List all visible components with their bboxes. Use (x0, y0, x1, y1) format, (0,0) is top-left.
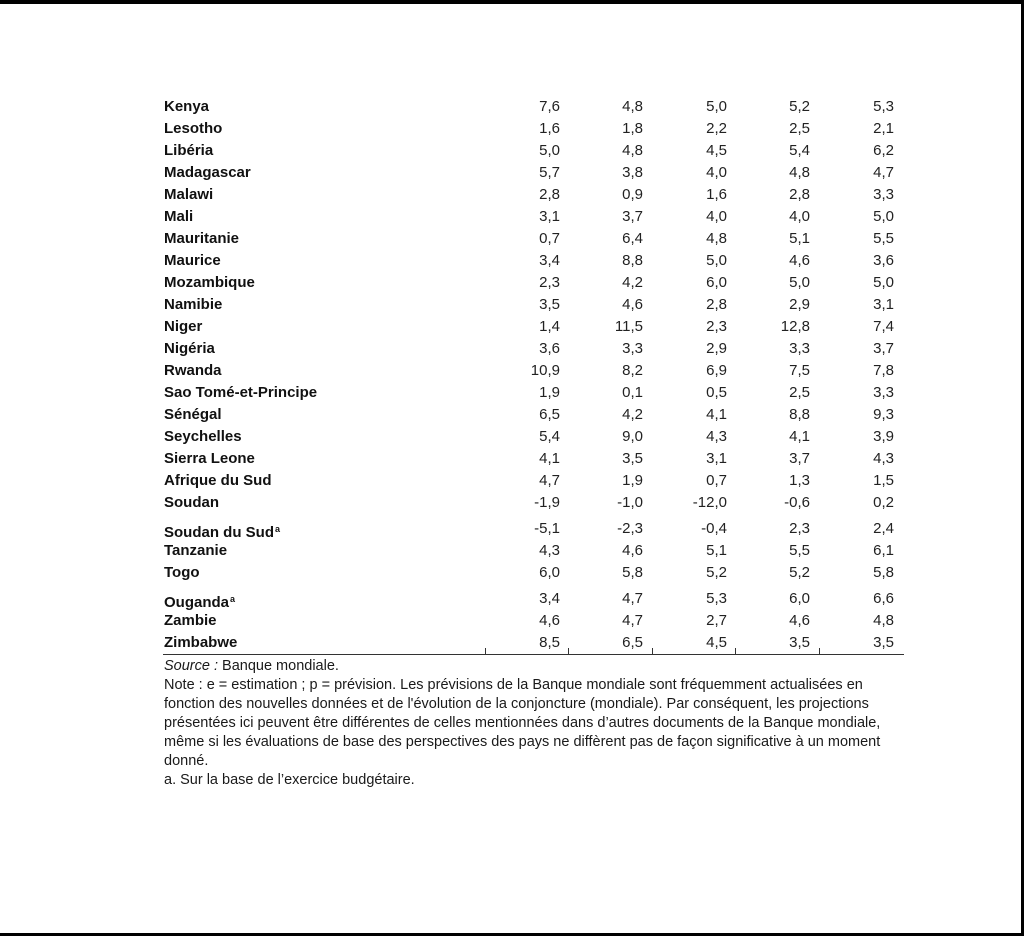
country-name: Rwanda (164, 362, 222, 379)
country-name: Seychelles (164, 428, 242, 445)
value-cell: 4,3 (539, 542, 560, 559)
value-cell: 5,3 (706, 590, 727, 607)
value-cell: 3,3 (873, 384, 894, 401)
value-cell: 5,7 (539, 164, 560, 181)
table-row (163, 338, 904, 360)
value-cell: 3,7 (622, 208, 643, 225)
value-cell: 3,1 (873, 296, 894, 313)
country-cell (164, 118, 222, 140)
source-label: Source : (164, 658, 218, 674)
value-cell: 2,2 (706, 120, 727, 137)
table-row (163, 228, 904, 250)
value-cell: -1,0 (617, 494, 643, 511)
value-cell: 2,5 (789, 384, 810, 401)
value-cell: 0,7 (539, 230, 560, 247)
country-cell (164, 338, 215, 360)
table-row (163, 540, 904, 562)
country-cell (164, 382, 317, 404)
table-row (163, 206, 904, 228)
value-cell: 4,6 (622, 542, 643, 559)
value-cell: 4,1 (789, 428, 810, 445)
value-cell: 5,1 (706, 542, 727, 559)
table-row (163, 426, 904, 448)
country-name: Libéria (164, 142, 214, 159)
value-cell: 3,5 (539, 296, 560, 313)
country-name: Nigéria (164, 340, 215, 357)
country-cell (164, 294, 222, 316)
value-cell: 8,8 (622, 252, 643, 269)
value-cell: 7,8 (873, 362, 894, 379)
value-cell: 3,6 (539, 340, 560, 357)
value-cell: 7,5 (789, 362, 810, 379)
value-cell: 5,0 (789, 274, 810, 291)
table-row (163, 562, 904, 584)
value-cell: 4,6 (789, 252, 810, 269)
value-cell: 0,2 (873, 494, 894, 511)
value-cell: 3,6 (873, 252, 894, 269)
value-cell: 4,8 (789, 164, 810, 181)
value-cell: 4,2 (622, 406, 643, 423)
country-name: Zambie (164, 612, 217, 629)
country-cell (164, 610, 217, 632)
country-cell (164, 184, 213, 206)
value-cell: 3,9 (873, 428, 894, 445)
country-cell (164, 162, 251, 184)
country-name: Sierra Leone (164, 450, 255, 467)
table-row (163, 448, 904, 470)
value-cell: 2,8 (789, 186, 810, 203)
value-cell: 2,3 (789, 520, 810, 537)
value-cell: 1,9 (539, 384, 560, 401)
value-cell: 5,0 (873, 274, 894, 291)
country-name: Afrique du Sud (164, 472, 272, 489)
value-cell: 1,9 (622, 472, 643, 489)
value-cell: 3,7 (789, 450, 810, 467)
value-cell: 4,0 (706, 164, 727, 181)
table-row (163, 316, 904, 338)
country-name: Malawi (164, 186, 214, 203)
country-cell (164, 272, 255, 294)
table-row (163, 514, 904, 540)
column-tick (735, 648, 736, 655)
country-name: Madagascar (164, 164, 251, 181)
table-row (163, 272, 904, 294)
footnote-marker: a (275, 524, 281, 534)
table-row (163, 584, 904, 610)
value-cell: 6,0 (706, 274, 727, 291)
value-cell: 4,6 (622, 296, 643, 313)
value-cell: 2,9 (706, 340, 727, 357)
value-cell: 9,0 (622, 428, 643, 445)
country-cell (164, 360, 222, 382)
table-row (163, 632, 904, 654)
country-name: Namibie (164, 296, 223, 313)
country-cell (164, 140, 213, 162)
country-name: Mauritanie (164, 230, 240, 247)
value-cell: 3,3 (622, 340, 643, 357)
country-name: Ouganda (164, 594, 230, 611)
value-cell: 3,3 (789, 340, 810, 357)
country-name: Tanzanie (164, 542, 228, 559)
value-cell: 1,3 (789, 472, 810, 489)
value-cell: 6,0 (539, 564, 560, 581)
value-cell: 4,8 (873, 612, 894, 629)
value-cell: -1,9 (534, 494, 560, 511)
value-cell: 0,9 (622, 186, 643, 203)
value-cell: 4,3 (873, 450, 894, 467)
value-cell: -0,4 (701, 520, 727, 537)
country-name: Mozambique (164, 274, 255, 291)
table-body (163, 96, 904, 654)
value-cell: 3,7 (873, 340, 894, 357)
value-cell: 5,3 (873, 98, 894, 115)
country-cell (164, 316, 202, 338)
source-line (164, 657, 884, 676)
column-tick (652, 648, 653, 655)
value-cell: 2,5 (789, 120, 810, 137)
country-cell (164, 206, 193, 228)
value-cell: 5,0 (706, 98, 727, 115)
country-cell (164, 562, 200, 584)
value-cell: 5,1 (789, 230, 810, 247)
value-cell: 6,6 (873, 590, 894, 607)
country-cell (164, 96, 209, 118)
table-row (163, 360, 904, 382)
value-cell: 5,4 (539, 428, 560, 445)
value-cell: 4,0 (706, 208, 727, 225)
table-row (163, 96, 904, 118)
value-cell: 4,5 (706, 142, 727, 159)
value-cell: 5,0 (539, 142, 560, 159)
value-cell: 0,5 (706, 384, 727, 401)
value-cell: 12,8 (780, 318, 810, 335)
value-cell: 5,5 (873, 230, 894, 247)
table-row (163, 184, 904, 206)
value-cell: 4,8 (622, 98, 643, 115)
value-cell: 4,7 (873, 164, 894, 181)
value-cell: 4,6 (789, 612, 810, 629)
table-row (163, 610, 904, 632)
footnote-a: a. Sur la base de l’exercice budgétaire. (164, 772, 415, 788)
source-text: Banque mondiale. (218, 658, 339, 674)
value-cell: 3,5 (789, 634, 810, 651)
table-row (163, 294, 904, 316)
value-cell: 6,1 (873, 542, 894, 559)
value-cell: 2,8 (706, 296, 727, 313)
value-cell: 4,7 (622, 590, 643, 607)
value-cell: 5,0 (873, 208, 894, 225)
value-cell: 2,1 (873, 120, 894, 137)
country-cell (164, 448, 255, 470)
value-cell: 6,4 (622, 230, 643, 247)
value-cell: 4,5 (706, 634, 727, 651)
value-cell: 3,1 (706, 450, 727, 467)
value-cell: 5,5 (789, 542, 810, 559)
value-cell: 4,0 (789, 208, 810, 225)
table-row (163, 470, 904, 492)
value-cell: 2,7 (706, 612, 727, 629)
country-name: Sao Tomé-et-Principe (164, 384, 318, 401)
value-cell: 1,5 (873, 472, 894, 489)
value-cell: 5,2 (789, 564, 810, 581)
value-cell: 6,9 (706, 362, 727, 379)
value-cell: 4,8 (706, 230, 727, 247)
value-cell: -5,1 (534, 520, 560, 537)
table-row (163, 404, 904, 426)
value-cell: 10,9 (530, 362, 560, 379)
value-cell: 8,5 (539, 634, 560, 651)
country-cell (164, 250, 221, 272)
column-tick (485, 648, 486, 655)
column-tick (568, 648, 569, 655)
value-cell: 2,3 (539, 274, 560, 291)
column-tick (819, 648, 820, 655)
value-cell: 5,0 (706, 252, 727, 269)
country-cell (164, 404, 222, 426)
value-cell: 7,4 (873, 318, 894, 335)
table-row (163, 382, 904, 404)
value-cell: 1,8 (622, 120, 643, 137)
country-name: Zimbabwe (164, 634, 238, 651)
value-cell: 3,5 (873, 634, 894, 651)
country-name: Niger (164, 318, 203, 335)
value-cell: 1,6 (706, 186, 727, 203)
value-cell: 4,1 (706, 406, 727, 423)
value-cell: 3,4 (539, 252, 560, 269)
value-cell: 1,6 (539, 120, 560, 137)
note-paragraph: Note : e = estimation ; p = prévision. Les prévisions de la Banque mondiale sont fréquemment actualisées en fonction des nouvelles données et de l'évolution de la conjoncture (mondiale). Par conséquent, les projections présentées ici peuvent être différentes de celles mentionnées dans d’autres documents de la Banque mondiale, même si les évaluations de base des perspectives des pays ne diffèrent pas de façon significative à un moment donné. (164, 677, 881, 769)
value-cell: 8,8 (789, 406, 810, 423)
value-cell: 6,5 (539, 406, 560, 423)
table-row (163, 140, 904, 162)
value-cell: 4,3 (706, 428, 727, 445)
value-cell: 4,7 (539, 472, 560, 489)
value-cell: 4,1 (539, 450, 560, 467)
value-cell: 2,9 (789, 296, 810, 313)
value-cell: 2,4 (873, 520, 894, 537)
country-name: Kenya (164, 98, 210, 115)
country-name: Lesotho (164, 120, 223, 137)
value-cell: 5,8 (873, 564, 894, 581)
value-cell: 5,2 (706, 564, 727, 581)
table-bottom-rule (163, 654, 904, 655)
country-name: Togo (164, 564, 200, 581)
value-cell: 8,2 (622, 362, 643, 379)
value-cell: 11,5 (614, 318, 643, 335)
table-notes (164, 657, 884, 790)
country-cell (164, 426, 242, 448)
table-row (163, 162, 904, 184)
table-row (163, 492, 904, 514)
value-cell: 4,7 (622, 612, 643, 629)
value-cell: -2,3 (617, 520, 643, 537)
value-cell: 6,5 (622, 634, 643, 651)
value-cell: 4,6 (539, 612, 560, 629)
country-name: Soudan (164, 494, 219, 511)
footnote-marker: a (230, 594, 236, 604)
country-cell (164, 492, 219, 514)
country-name: Sénégal (164, 406, 222, 423)
table-row (163, 118, 904, 140)
country-cell (164, 228, 239, 250)
value-cell: 5,2 (789, 98, 810, 115)
value-cell: 9,3 (873, 406, 894, 423)
value-cell: -0,6 (784, 494, 810, 511)
value-cell: 7,6 (539, 98, 560, 115)
table-row (163, 250, 904, 272)
window-top-border (0, 0, 1024, 4)
value-cell: 4,8 (622, 142, 643, 159)
growth-table (163, 96, 904, 654)
value-cell: 6,0 (789, 590, 810, 607)
value-cell: 0,1 (622, 384, 643, 401)
country-cell (164, 540, 227, 562)
value-cell: 3,5 (622, 450, 643, 467)
country-name: Mali (164, 208, 194, 225)
country-cell (164, 470, 272, 492)
value-cell: 2,3 (706, 318, 727, 335)
value-cell: 1,4 (539, 318, 560, 335)
country-cell (164, 632, 237, 654)
value-cell: 0,7 (706, 472, 727, 489)
value-cell: 3,4 (539, 590, 560, 607)
country-name: Maurice (164, 252, 221, 269)
country-name: Soudan du Sud (164, 524, 274, 541)
value-cell: 3,1 (539, 208, 560, 225)
value-cell: 5,8 (622, 564, 643, 581)
value-cell: 3,3 (873, 186, 894, 203)
value-cell: 2,8 (539, 186, 560, 203)
value-cell: 4,2 (622, 274, 643, 291)
value-cell: -12,0 (692, 494, 727, 511)
value-cell: 6,2 (873, 142, 894, 159)
value-cell: 3,8 (622, 164, 643, 181)
value-cell: 5,4 (789, 142, 810, 159)
